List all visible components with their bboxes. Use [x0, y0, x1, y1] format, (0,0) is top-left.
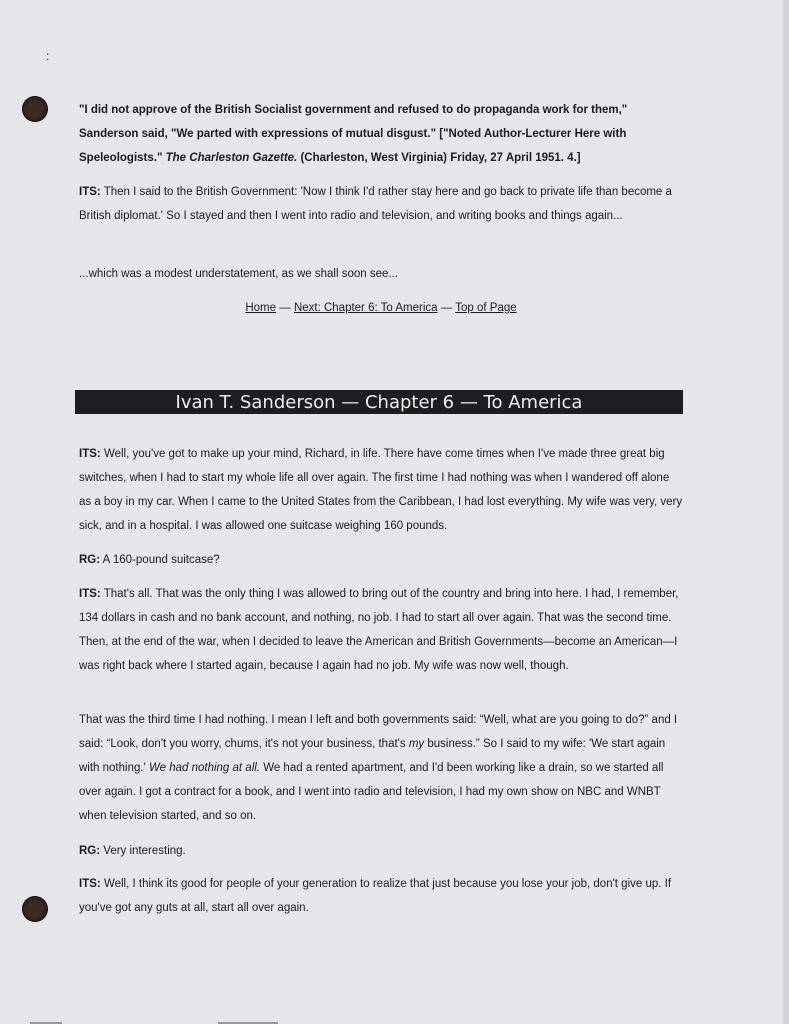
paragraph-text: business.” So I said to my wife: 'We start again with nothing.': [79, 738, 666, 774]
emphasis-text: We had nothing at all.: [148, 762, 260, 774]
quote-citation: (Charleston, West Virginia) Friday, 27 April 1951. 4.]: [300, 152, 581, 164]
emphasis-text: my: [408, 738, 425, 750]
paragraph-text: A 160-pound suitcase?: [102, 554, 220, 566]
home-link[interactable]: Home: [245, 302, 277, 314]
paragraph-rg-2: [79, 839, 683, 863]
top-of-page-link[interactable]: Top of Page: [455, 302, 517, 314]
paragraph-third-time: [79, 708, 683, 828]
nav-separator: —: [440, 302, 453, 314]
next-chapter-link[interactable]: Next: Chapter 6: To America: [293, 302, 438, 314]
speaker-label: RG:: [79, 554, 101, 566]
corner-mark: :: [46, 49, 50, 63]
paragraph-its-4: [79, 872, 683, 920]
page-nav: [79, 300, 683, 316]
quote-block: [79, 98, 683, 170]
nav-separator: —: [279, 302, 291, 314]
speaker-label: ITS:: [79, 588, 101, 600]
speaker-label: ITS:: [79, 878, 101, 890]
chapter-title-bar: Ivan T. Sanderson — Chapter 6 — To America: [75, 390, 683, 414]
paragraph-text: That was the third time I had nothing. I mean I left and both governments said: “Well, what are you going to do?” and I said: “Look, don't you worry, chums, it's not your business, that's: [79, 714, 678, 750]
speaker-label: ITS:: [79, 186, 101, 198]
paragraph-rg-1: [79, 548, 683, 572]
quote-text: "I did not approve of the British Socialist government and refused to do propaganda work for them," Sanderson said, "We parted with expressions of mutual disgust." ["Noted Author-Lecturer Here with Speleologists.": [79, 104, 628, 164]
paragraph-its-3: [79, 582, 683, 678]
paragraph-text: Very interesting.: [103, 845, 186, 857]
speaker-label: ITS:: [79, 448, 101, 460]
paragraph-its-1: [79, 180, 683, 228]
speaker-label: RG:: [79, 845, 101, 857]
paragraph-text: Well, I think its good for people of your generation to realize that just because you lose your job, don't give up. If you've got any guts at all, start all over again.: [79, 878, 672, 914]
newspaper-quote: [79, 98, 683, 170]
paragraph-understatement: [79, 262, 683, 286]
paragraph-text: Then I said to the British Government: 'Now I think I'd rather stay here and go back to private life than become a British diplomat.' So I stayed and then I went into radio and television, and writing books and things again...: [79, 186, 672, 222]
punch-hole-bottom: [22, 896, 48, 922]
paragraph-its-2: [79, 442, 683, 538]
paragraph-text: We had a rented apartment, and I'd been working like a drain, so we started all over again. I got a contract for a book, and I went into radio and television, I had my own show on NBC and WNBT when television started, and so on.: [79, 762, 664, 822]
paragraph-text: ...which was a modest understatement, as we shall soon see...: [79, 268, 398, 280]
paragraph-text: That's all. That was the only thing I was allowed to bring out of the country and bring into here. I had, I remember, 134 dollars in cash and no bank account, and nothing, no job. I had to start all over again. That was the second time. Then, at the end of the war, when I decided to leave the American and British Governments—become an American—I was right back where I started again, because I again had no job. My wife was now well, though.: [79, 588, 679, 672]
punch-hole-top: [22, 96, 48, 122]
paragraph-text: Well, you've got to make up your mind, Richard, in life. There have come times when I've made three great big switches, when I had to start my whole life all over again. The first time I had nothing was when I wandered off alone as a boy in my car. When I came to the United States from the Caribbean, I had lost everything. My wife was very, very sick, and in a hospital. I was allowed one suitcase weighing 160 pounds.: [79, 448, 683, 532]
quote-source: The Charleston Gazette.: [165, 152, 298, 164]
page-edge: [783, 0, 789, 1024]
